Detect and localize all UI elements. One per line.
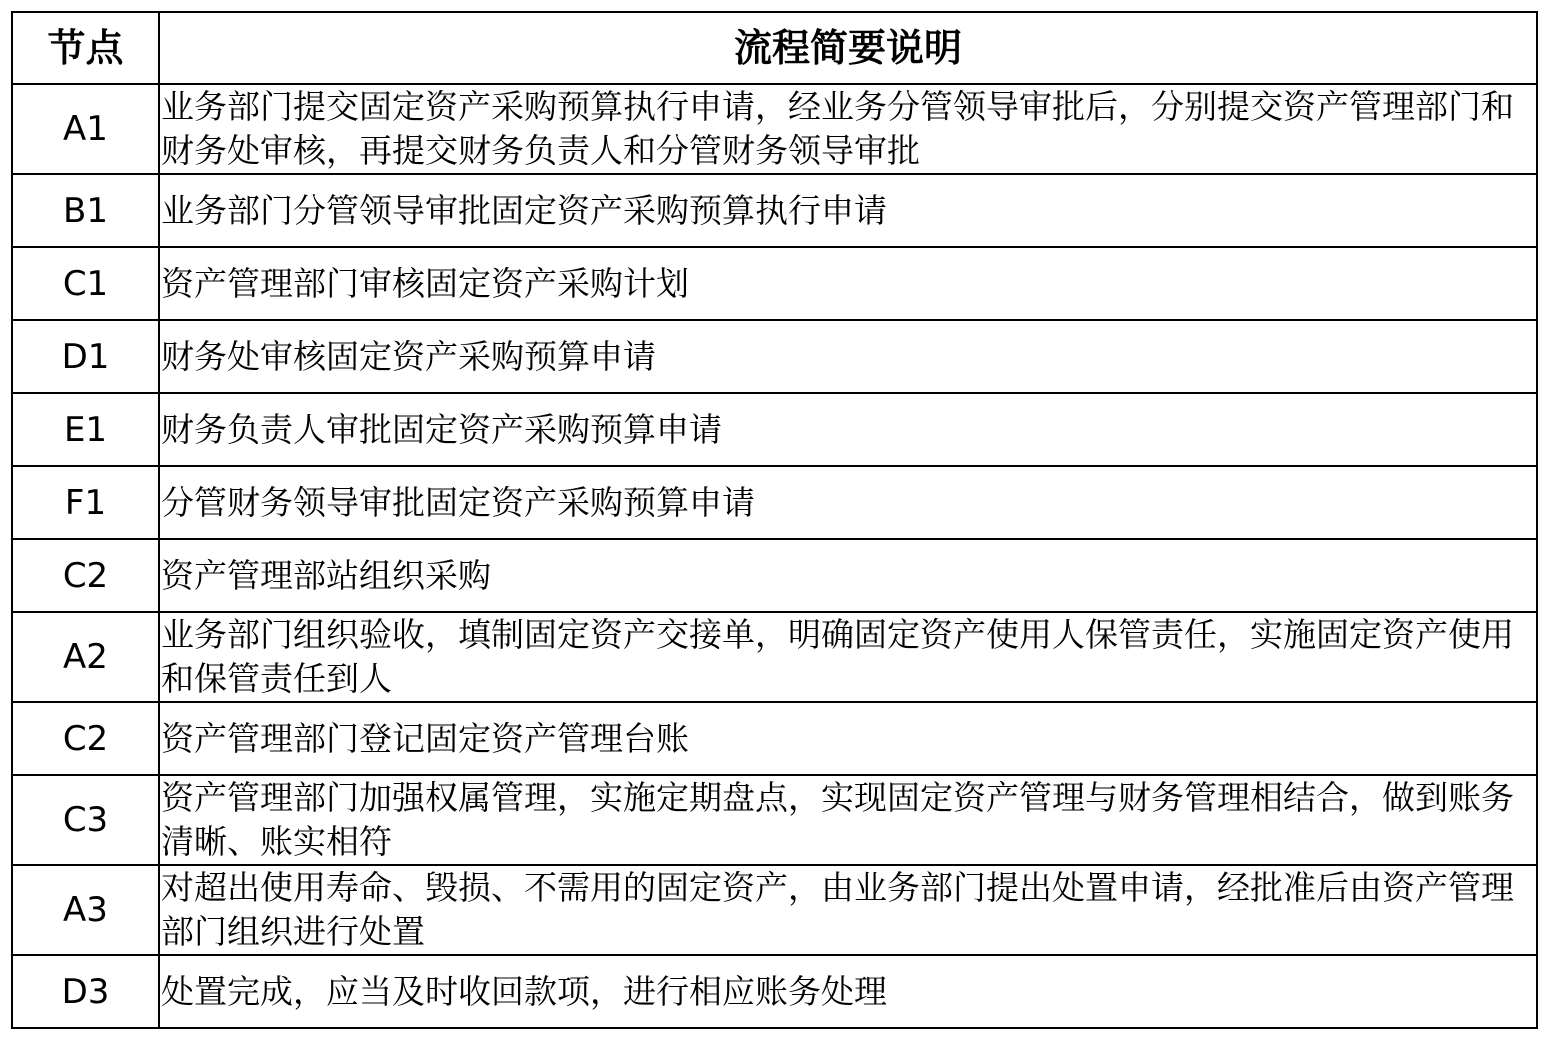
description-cell: 处置完成，应当及时收回款项，进行相应账务处理 bbox=[159, 955, 1537, 1028]
table-row bbox=[12, 320, 1537, 393]
table-row bbox=[12, 775, 1537, 865]
header-description: 流程简要说明 bbox=[159, 12, 1537, 84]
description-cell: 资产管理部门加强权属管理，实施定期盘点，实现固定资产管理与财务管理相结合，做到账务清晰、账实相符 bbox=[159, 775, 1537, 865]
header-node: 节点 bbox=[12, 12, 159, 84]
description-cell: 对超出使用寿命、毁损、不需用的固定资产，由业务部门提出处置申请，经批准后由资产管理部门组织进行处置 bbox=[159, 865, 1537, 955]
description-cell: 资产管理部门登记固定资产管理台账 bbox=[159, 702, 1537, 775]
table-row bbox=[12, 174, 1537, 247]
node-cell: C3 bbox=[12, 775, 159, 865]
node-cell: D1 bbox=[12, 320, 159, 393]
node-cell: F1 bbox=[12, 466, 159, 539]
node-cell: A2 bbox=[12, 612, 159, 702]
table-row bbox=[12, 466, 1537, 539]
node-cell: C1 bbox=[12, 247, 159, 320]
node-cell: C2 bbox=[12, 539, 159, 612]
node-cell: A1 bbox=[12, 84, 159, 174]
node-cell: C2 bbox=[12, 702, 159, 775]
table-row bbox=[12, 702, 1537, 775]
table-row bbox=[12, 393, 1537, 466]
description-cell: 分管财务领导审批固定资产采购预算申请 bbox=[159, 466, 1537, 539]
description-cell: 财务处审核固定资产采购预算申请 bbox=[159, 320, 1537, 393]
table-header-row bbox=[12, 12, 1537, 84]
process-table bbox=[11, 11, 1538, 1029]
description-cell: 业务部门组织验收，填制固定资产交接单，明确固定资产使用人保管责任，实施固定资产使用和保管责任到人 bbox=[159, 612, 1537, 702]
node-cell: B1 bbox=[12, 174, 159, 247]
node-cell: A3 bbox=[12, 865, 159, 955]
description-cell: 资产管理部站组织采购 bbox=[159, 539, 1537, 612]
table-row bbox=[12, 865, 1537, 955]
description-cell: 业务部门提交固定资产采购预算执行申请，经业务分管领导审批后，分别提交资产管理部门和财务处审核，再提交财务负责人和分管财务领导审批 bbox=[159, 84, 1537, 174]
table-row bbox=[12, 612, 1537, 702]
table-row bbox=[12, 84, 1537, 174]
node-cell: E1 bbox=[12, 393, 159, 466]
table-row bbox=[12, 247, 1537, 320]
description-cell: 资产管理部门审核固定资产采购计划 bbox=[159, 247, 1537, 320]
table-row bbox=[12, 539, 1537, 612]
node-cell: D3 bbox=[12, 955, 159, 1028]
table-row bbox=[12, 955, 1537, 1028]
process-table-container bbox=[11, 11, 1536, 1029]
description-cell: 财务负责人审批固定资产采购预算申请 bbox=[159, 393, 1537, 466]
description-cell: 业务部门分管领导审批固定资产采购预算执行申请 bbox=[159, 174, 1537, 247]
